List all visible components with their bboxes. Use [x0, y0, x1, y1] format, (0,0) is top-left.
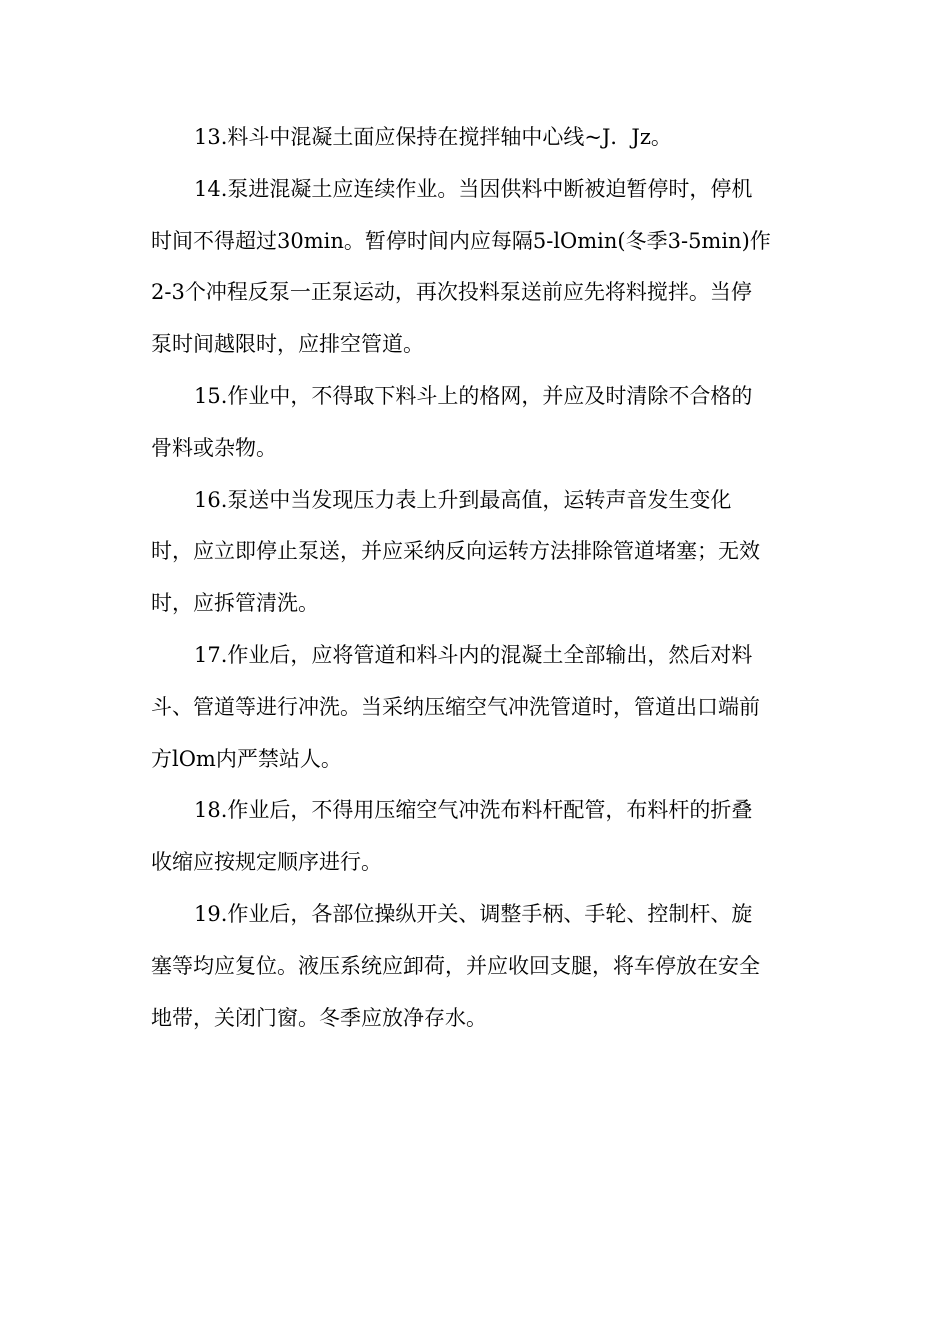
item-19-line-1: 19.作业后，各部位操纵开关、调整手柄、手轮、控制杆、旋 — [194, 901, 753, 926]
item-16-line-2: 时，应立即停止泵送，并应采纳反向运转方法排除管道堵塞；无效 — [151, 539, 760, 564]
item-14-line-1: 14.泵进混凝土应连续作业。当因供料中断被迫暂停时，停机 — [194, 176, 753, 201]
item-19-line-3: 地带，关闭门窗。冬季应放净存水。 — [151, 1005, 487, 1030]
item-15-line-2: 骨料或杂物。 — [151, 435, 277, 460]
item-16-line-1: 16.泵送中当发现压力表上升到最高值，运转声音发生变化 — [194, 487, 732, 512]
item-14-line-4: 泵时间越限时，应排空管道。 — [151, 332, 424, 357]
item-16-line-3: 时，应拆管清洗。 — [151, 591, 319, 616]
item-18-line-1: 18.作业后，不得用压缩空气冲洗布料杆配管，布料杆的折叠 — [194, 798, 753, 823]
item-17-line-2: 斗、管道等进行冲洗。当采纳压缩空气冲洗管道时，管道出口端前 — [151, 694, 760, 719]
item-13-line-1: 13.料斗中混凝土面应保持在搅拌轴中心线~J．Jz。 — [194, 125, 672, 149]
item-17-line-3: 方lOm内严禁站人。 — [151, 746, 342, 771]
item-17-line-1: 17.作业后，应将管道和料斗内的混凝土全部输出，然后对料 — [194, 642, 753, 667]
item-14-line-3: 2-3个冲程反泵一正泵运动，再次投料泵送前应先将料搅拌。当停 — [151, 280, 752, 305]
item-18-line-2: 收缩应按规定顺序进行。 — [151, 850, 382, 875]
document-body — [151, 112, 801, 1044]
item-19-line-2: 塞等均应复位。液压系统应卸荷，并应收回支腿，将车停放在安全 — [151, 953, 760, 978]
item-15-line-1: 15.作业中，不得取下料斗上的格网，并应及时清除不合格的 — [194, 383, 753, 408]
item-14-line-2: 时间不得超过30min。暂停时间内应每隔5-lOmin(冬季3-5min)作 — [151, 228, 771, 253]
